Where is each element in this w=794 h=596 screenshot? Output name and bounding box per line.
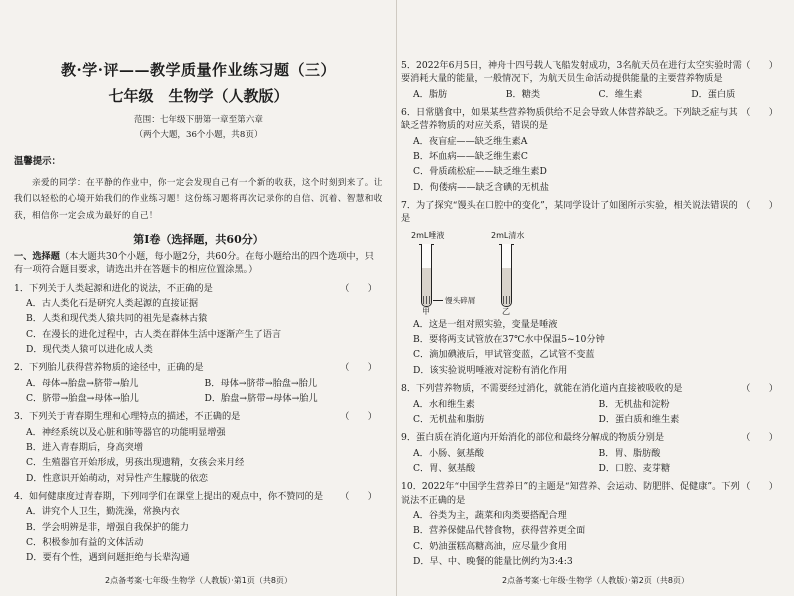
answer-option: B．坏血病——缺乏维生素C (413, 151, 528, 163)
answer-option: B．营养保健品代替食物，获得营养更全面 (413, 525, 586, 537)
answer-option: C．积极参加有益的文体活动 (26, 537, 144, 549)
question-text: 4．如何健康度过青春期，下列同学们在课堂上提出的观点中，你不赞同的是 (14, 491, 324, 503)
answer-option: D．蛋白质和维生素 (598, 413, 680, 425)
question-text: 5．2022年6月5日，神舟十四号载人飞船发射成功，3名航天员在进行太空实验时需要消耗大量的能量，一般情况下，为航天员生命活动提供能量的主要营养物质是 (401, 60, 742, 85)
answer-parentheses: （ ） (741, 60, 778, 71)
answer-option: B．人类和现代类人猿共同的祖先是森林古猿 (26, 313, 208, 325)
answer-option-row (413, 398, 784, 411)
answer-parentheses: （ ） (340, 411, 377, 423)
question-text: 10．2022年“中国学生营养日”的主题是“知营养、会运动、防肥胖、促健康”。下列说法不正确的是 (401, 481, 740, 506)
answer-option: D．蛋白质 (691, 88, 736, 100)
answer-parentheses: （ ） (340, 282, 377, 294)
answer-option: D．现代类人猿可以进化成人类 (26, 344, 153, 356)
answer-option: A．谷类为主，蔬菜和肉类要搭配合理 (413, 509, 567, 521)
footer-right: 2点备考案·七年级·生物学（人教版）·第2页（共8页） (502, 576, 689, 585)
question-text: 2．下列胎儿获得营养物质的途径中，正确的是 (14, 362, 204, 374)
tube-label-2: 2mL清水 (491, 230, 525, 240)
question-text: 7．为了探究“馒头在口腔中的变化”，某同学设计了如图所示实验，相关说法错误的是 (401, 200, 738, 225)
answer-option: D．胎盘→脐带→母体→胎儿 (204, 393, 318, 405)
answer-option: B．母体→脐带→胎盘→胎儿 (204, 377, 318, 389)
answer-option: B．糖类 (505, 88, 541, 100)
question-stem (401, 382, 784, 395)
question-text: 8．下列营养物质，不需要经过消化，就能在消化道内直接被吸收的是 (401, 383, 683, 395)
question-stem (401, 199, 784, 226)
answer-option: A．神经系统以及心脏和肺等器官的功能明显增强 (26, 426, 226, 438)
note-pointer (433, 300, 443, 301)
answer-option: A．脂肪 (413, 88, 448, 100)
question-stem (401, 431, 784, 444)
answer-option: A．古人类化石是研究人类起源的直接证据 (26, 297, 199, 309)
sediment-note: 馒头碎屑 (445, 295, 476, 305)
answer-option-row (413, 88, 784, 101)
answer-option-row (26, 392, 383, 405)
answer-parentheses: （ ） (741, 107, 778, 119)
test-tube-2 (501, 244, 512, 307)
answer-option: B．无机盐和淀粉 (598, 398, 670, 410)
section-text: （本大题共30个小题，每小题2分，共60分。在每小题给出的四个选项中，只有一项符合题目要求，请选出并在答题卡的相应位置涂黑。） (14, 250, 374, 276)
answer-option-row (26, 377, 383, 390)
part1-title: 第Ⅰ卷（选择题，共60分） (133, 233, 264, 247)
answer-option: B．学会明辨是非，增强自我保护的能力 (26, 521, 189, 533)
exam-scope: 范围：七年级下册第一章至第六章 (134, 114, 263, 125)
answer-option: C．生殖器官开始形成，男孩出现遗精，女孩会来月经 (26, 457, 245, 469)
tube-sediment-2 (503, 296, 510, 304)
tube-mark-1: 甲 (422, 306, 430, 316)
answer-option: A．母体→胎盘→脐带→胎儿 (26, 377, 139, 389)
answer-option: C．无机盐和脂肪 (413, 413, 485, 425)
exam-subtitle: 七年级 生物学（人教版） (108, 86, 289, 105)
tube-sediment-1 (423, 296, 430, 304)
answer-option: D．佝偻病——缺乏含碘的无机盐 (413, 181, 549, 193)
question-stem (401, 59, 784, 86)
answer-parentheses: （ ） (340, 362, 377, 374)
right-page (397, 0, 794, 596)
exam-meta: （两个大题，36个小题，共8页） (134, 129, 263, 140)
question-stem (14, 490, 383, 503)
answer-option: C．奶油蛋糕高糖高油，应尽量少食用 (413, 540, 568, 552)
right-question-list (401, 59, 784, 568)
answer-option: B．进入青春期后，身高突增 (26, 442, 144, 454)
question-stem (14, 282, 383, 295)
question-text: 6．日常膳食中，如果某些营养物质供给不足会导致人体营养缺乏。下列缺乏症与其缺乏营养物质的对应关系，错误的是 (401, 107, 738, 132)
answer-option-row (413, 413, 784, 426)
footer-left: 2点备考案·七年级·生物学（人教版）·第1页（共8页） (105, 576, 292, 585)
answer-option: A．小肠、氨基酸 (413, 447, 484, 459)
answer-option: A．夜盲症——缺乏维生素A (413, 135, 528, 147)
answer-option: C．脐带→胎盘→母体→胎儿 (26, 393, 139, 405)
answer-option: C．维生素 (598, 88, 643, 100)
answer-parentheses: （ ） (741, 200, 778, 212)
question-stem (401, 106, 784, 133)
question-text: 3．下列关于青春期生理和心理特点的描述，不正确的是 (14, 411, 241, 423)
answer-option: B．要将两支试管放在37℃水中保温5~10分钟 (413, 334, 605, 346)
answer-parentheses: （ ） (741, 432, 778, 444)
answer-option: D．要有个性，遇到问题拒绝与长辈沟通 (26, 552, 190, 564)
answer-option: B．胃、脂肪酸 (598, 447, 661, 459)
answer-option: C．在漫长的进化过程中，古人类在群体生活中逐渐产生了语言 (26, 328, 282, 340)
answer-parentheses: （ ） (741, 383, 778, 395)
section-label: 一、选择题 (14, 250, 60, 262)
tips-heading: 温馨提示： (14, 156, 61, 168)
question-stem (14, 361, 383, 374)
answer-option: A．这是一组对照实验，变量是唾液 (413, 318, 558, 330)
test-tube-1 (421, 244, 432, 307)
answer-parentheses: （ ） (741, 481, 778, 493)
answer-option: C．骨质疏松症——缺乏维生素D (413, 166, 547, 178)
answer-option: C．胃、氨基酸 (413, 462, 476, 474)
tube-mark-2: 乙 (502, 306, 510, 316)
tube-label-1: 2mL唾液 (411, 230, 445, 240)
left-question-list (14, 282, 383, 565)
answer-option: C．滴加碘液后，甲试管变蓝，乙试管不变蓝 (413, 349, 595, 361)
question-text: 1．下列关于人类起源和进化的说法，不正确的是 (14, 282, 213, 294)
answer-option: D．该实验说明唾液对淀粉有消化作用 (413, 364, 568, 376)
answer-option-row (413, 447, 784, 460)
section-intro (14, 250, 383, 277)
question-text: 9．蛋白质在消化道内开始消化的部位和最终分解成的物质分别是 (401, 432, 665, 444)
exam-title: 教·学·评——教学质量作业练习题（三） (61, 61, 336, 79)
tips-body: 亲爱的同学：在平静的作业中，你一定会发现自己有一个新的收获，这个时刻到来了。让我们以轻松的心境开始我们的作业练习题！这份练习题将再次记录你的自信、沉着、智慧和收获，相信你一定会成为最好的自己！ (14, 178, 383, 221)
question-stem (14, 410, 383, 423)
answer-option: A．水和维生素 (413, 398, 475, 410)
question-stem (401, 480, 784, 507)
answer-option: D．性意识开始萌动，对异性产生朦胧的依恋 (26, 472, 208, 484)
experiment-figure (401, 230, 784, 316)
answer-option: A．讲究个人卫生，勤洗澡，常换内衣 (26, 506, 180, 518)
answer-option: D．早、中、晚餐的能量比例约为3:4:3 (413, 555, 573, 567)
answer-option: D．口腔、麦芽糖 (598, 462, 671, 474)
answer-parentheses: （ ） (340, 491, 377, 503)
answer-option-row (413, 462, 784, 475)
